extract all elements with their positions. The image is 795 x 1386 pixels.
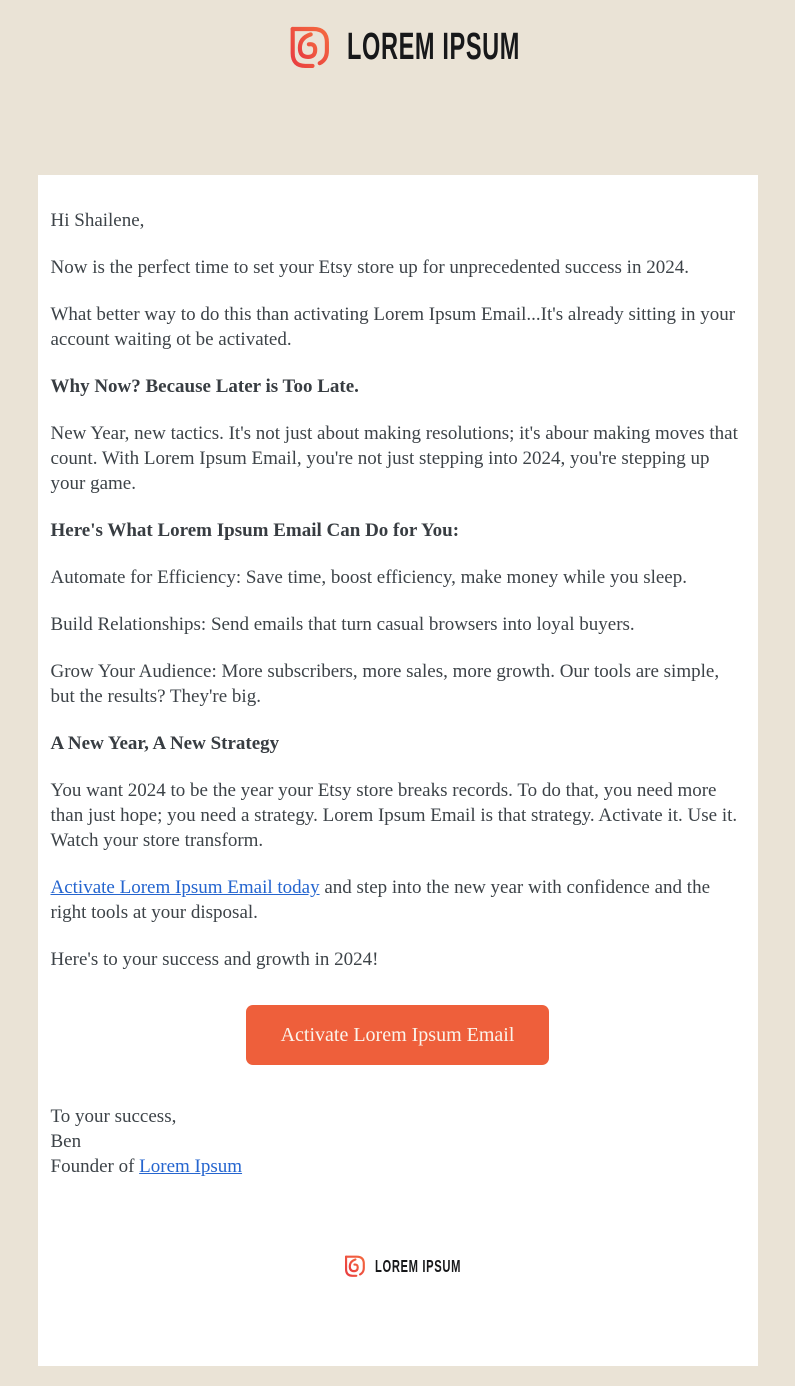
paragraph-want: You want 2024 to be the year your Etsy store breaks records. To do that, you need more than just hope; you need a strategy. Lorem Ipsum Email is that strategy. Activate it. Use it. Watch your store transform. xyxy=(50,780,738,851)
paragraph-new-year: New Year, new tactics. It's not just about making resolutions; it's abour making moves that count. With Lorem Ipsum Email, you're not just stepping into 2024, you're stepping up your game. xyxy=(50,423,738,494)
greeting: Hi Shailene, xyxy=(50,210,145,231)
paragraph-build: Build Relationships: Send emails that turn casual browsers into loyal buyers. xyxy=(50,614,635,635)
footer-logo-wordmark: LOREM IPSUM xyxy=(375,1255,462,1276)
paragraph-closing: Here's to your success and growth in 2024! xyxy=(50,949,379,970)
leaf-logo-icon xyxy=(340,1252,368,1280)
signature-line-3 xyxy=(51,1154,745,1179)
signature-founder-text: Founder of xyxy=(50,1156,140,1177)
paragraph-cta-rest: and step into the new year with confidence and the right tools at your disposal. xyxy=(50,877,711,923)
paragraph-intro: Now is the perfect time to set your Etsy store up for unprecedented success in 2024. xyxy=(50,257,689,278)
header-logo xyxy=(281,20,521,74)
logo-wordmark: LOREM IPSUM xyxy=(347,25,521,68)
lorem-ipsum-link[interactable]: Lorem Ipsum xyxy=(139,1156,243,1177)
email-body-card xyxy=(38,175,758,1366)
paragraph-automate: Automate for Efficiency: Save time, boost efficiency, make money while you sleep. xyxy=(50,567,687,588)
paragraph-grow: Grow Your Audience: More subscribers, more sales, more growth. Our tools are simple, but the results? They're big. xyxy=(50,661,720,707)
activate-button[interactable]: Activate Lorem Ipsum Email xyxy=(246,1005,549,1065)
signature-block xyxy=(51,1104,745,1179)
paragraph-cta xyxy=(51,875,745,925)
activate-today-link[interactable]: Activate Lorem Ipsum Email today xyxy=(50,877,320,898)
heading-heres-what: Here's What Lorem Ipsum Email Can Do for You: xyxy=(50,520,460,541)
heading-why-now: Why Now? Because Later is Too Late. xyxy=(50,376,359,397)
paragraph-activate: What better way to do this than activating Lorem Ipsum Email...It's already sitting in your account waiting ot be activated. xyxy=(50,304,736,350)
cta-button-row xyxy=(51,1005,745,1065)
footer-logo xyxy=(340,1252,462,1280)
signature-line-1: To your success, xyxy=(50,1106,177,1127)
signature-line-2: Ben xyxy=(50,1131,82,1152)
footer xyxy=(51,1252,745,1280)
leaf-logo-icon xyxy=(281,20,335,74)
heading-strategy: A New Year, A New Strategy xyxy=(50,733,280,754)
email-header xyxy=(0,0,795,175)
